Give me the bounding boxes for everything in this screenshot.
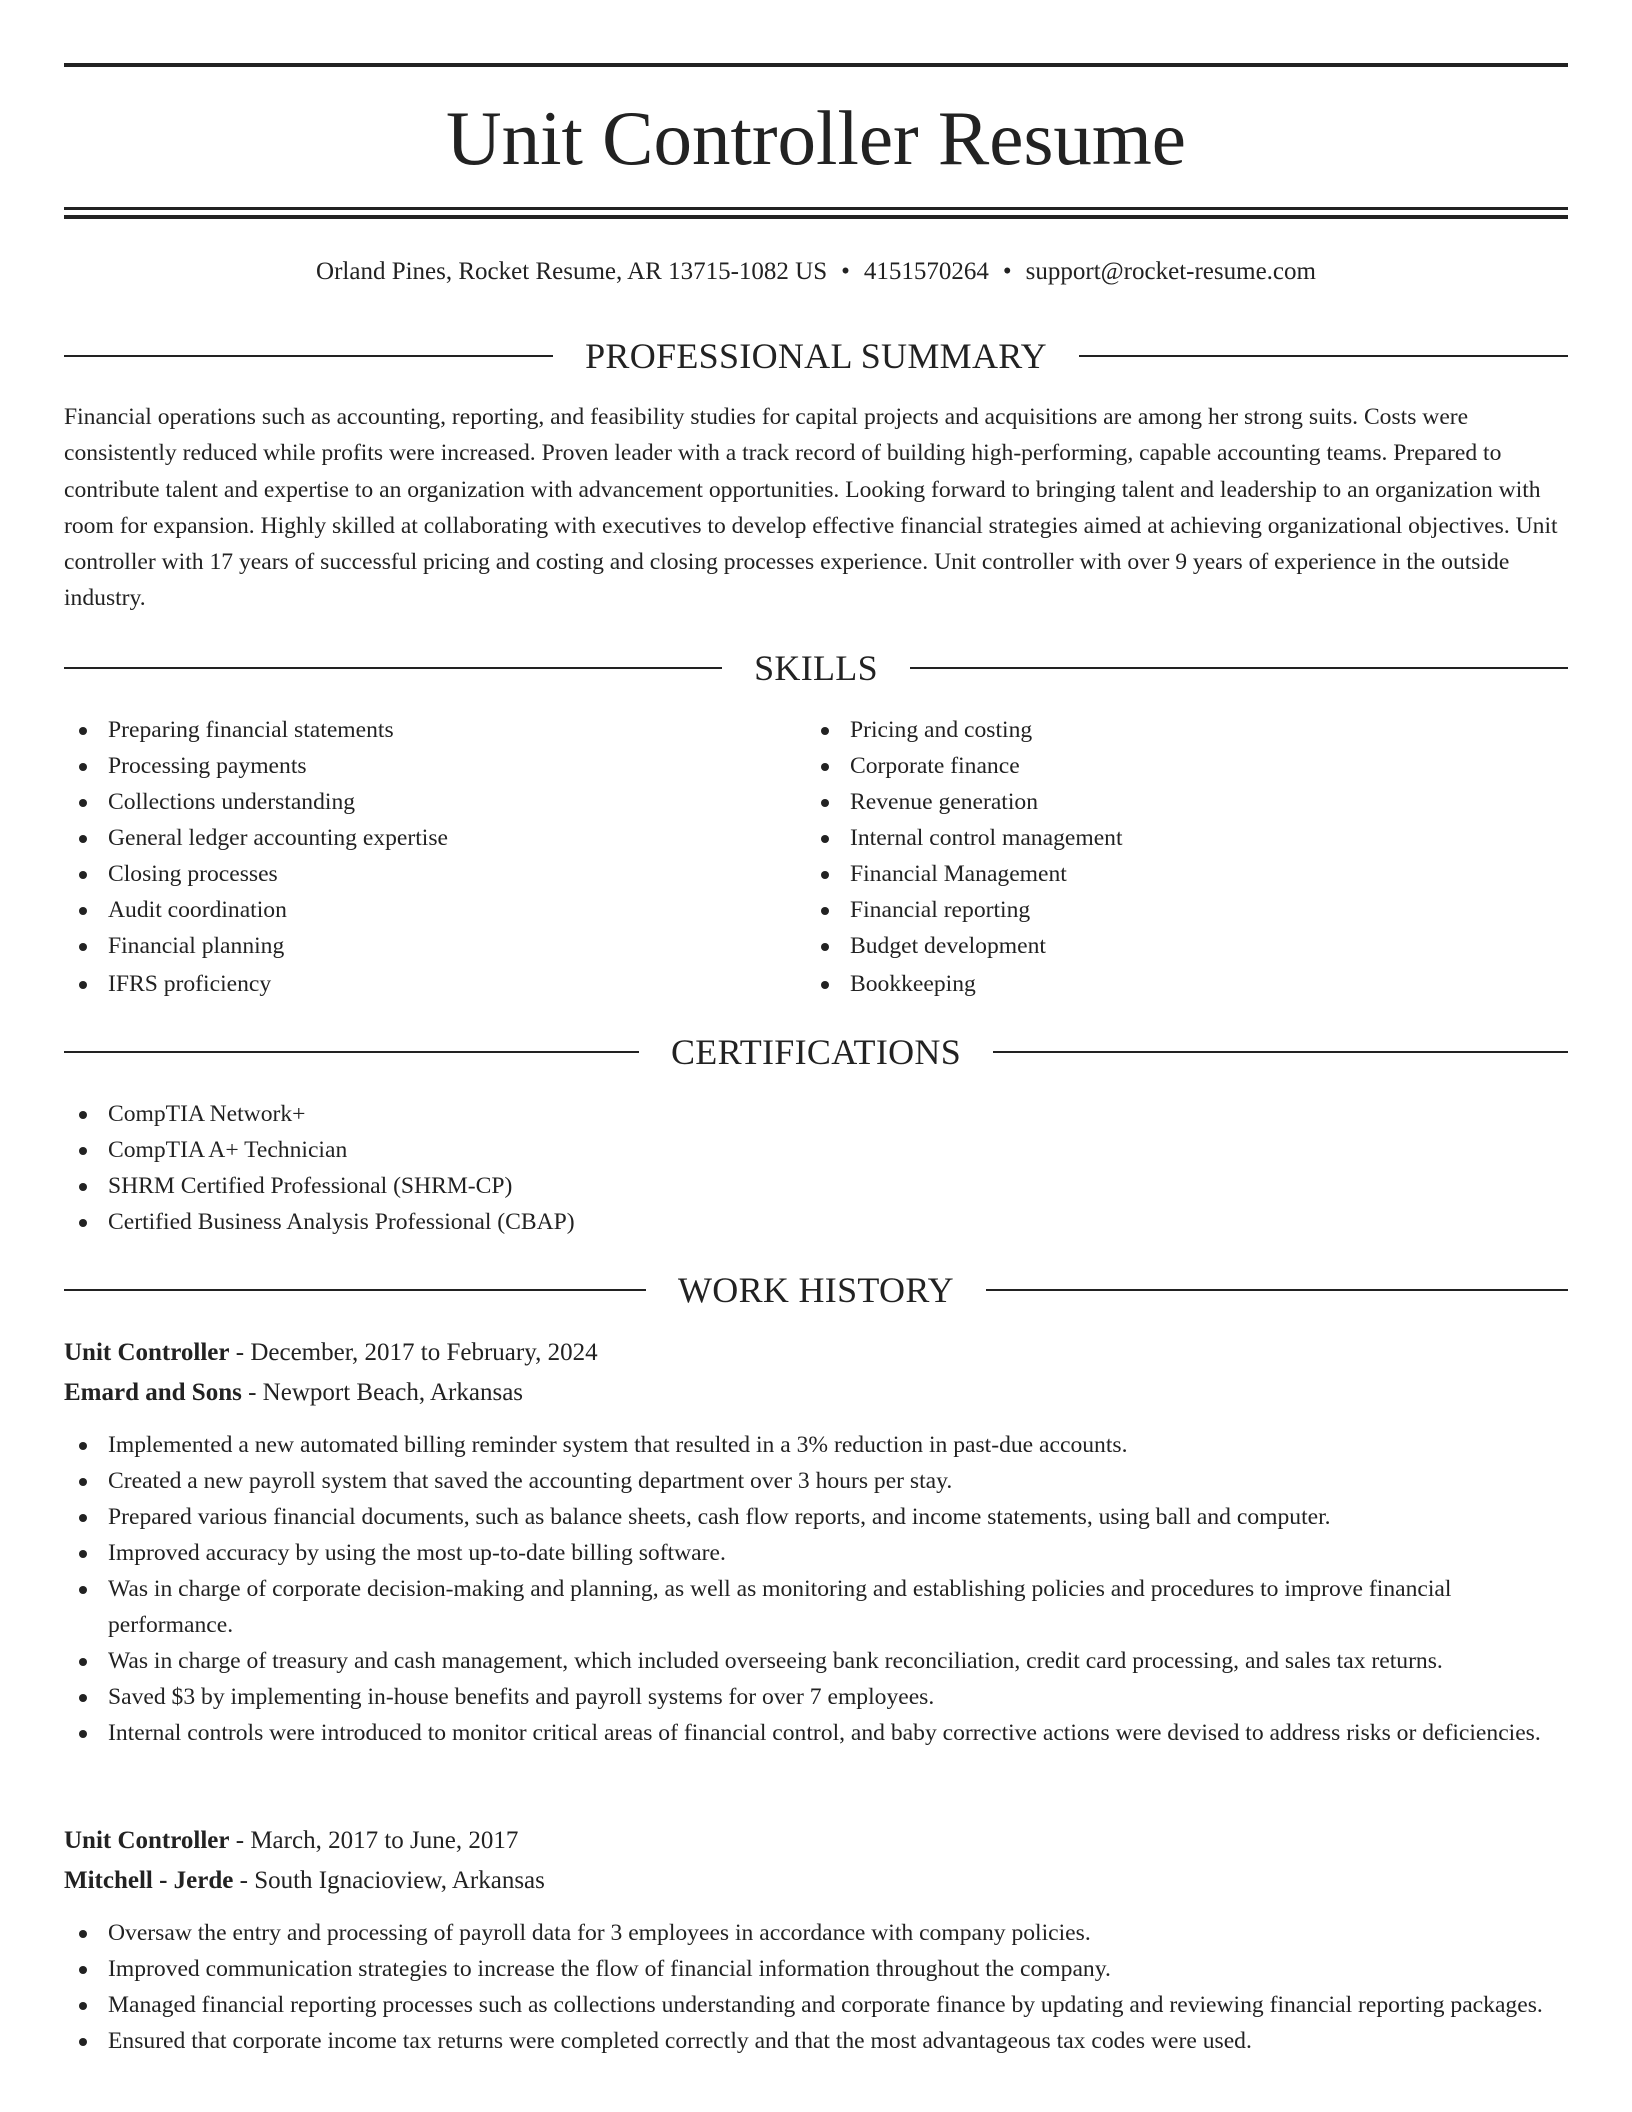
section-title: SKILLS [754, 648, 878, 688]
list-item: Financial reporting [806, 892, 1123, 928]
list-item: Ensured that corporate income tax returns were completed correctly and that the most advantageous tax codes were used. [64, 2023, 1568, 2059]
job-bullet-list [64, 1915, 1568, 2059]
title-rule-lower [64, 215, 1568, 219]
list-item: Internal control management [806, 820, 1123, 856]
skills-list-left [64, 712, 448, 1002]
list-item: Preparing financial statements [64, 712, 448, 748]
contact-separator: • [1002, 258, 1012, 285]
list-item: Was in charge of corporate decision-making and planning, as well as monitoring and establishing policies and procedures to improve financial performance. [64, 1571, 1568, 1643]
section-rule [910, 667, 1568, 669]
certifications-list [64, 1096, 575, 1240]
title-rule-upper [64, 207, 1568, 210]
list-item: Closing processes [64, 856, 448, 892]
section-rule [64, 1289, 646, 1291]
contact-address: Orland Pines, Rocket Resume, AR 13715-1082 US [316, 258, 828, 285]
list-item: Financial Management [806, 856, 1123, 892]
job-location: - Newport Beach, Arkansas [241, 1379, 524, 1406]
job-dates: - March, 2017 to June, 2017 [229, 1827, 519, 1854]
section-title: WORK HISTORY [678, 1270, 954, 1310]
list-item: Budget development [806, 928, 1123, 964]
job-dates: - December, 2017 to February, 2024 [229, 1339, 598, 1366]
list-item: Oversaw the entry and processing of payroll data for 3 employees in accordance with company policies. [64, 1915, 1568, 1951]
skills-list-right [806, 712, 1123, 1002]
section-rule [64, 1051, 639, 1053]
section-rule [993, 1051, 1568, 1053]
list-item: Improved accuracy by using the most up-to-date billing software. [64, 1535, 1568, 1571]
job-role-line [64, 1335, 1568, 1371]
list-item: General ledger accounting expertise [64, 820, 448, 856]
section-header-work-history [64, 1268, 1568, 1312]
list-item: Saved $3 by implementing in-house benefits and payroll systems for over 7 employees. [64, 1679, 1568, 1715]
list-item: Corporate finance [806, 748, 1123, 784]
section-header-certifications [64, 1030, 1568, 1074]
list-item: SHRM Certified Professional (SHRM-CP) [64, 1168, 575, 1204]
job-company: Mitchell - Jerde [64, 1867, 234, 1894]
list-item: IFRS proficiency [64, 966, 448, 1002]
contact-line [64, 254, 1568, 290]
list-item: Internal controls were introduced to monitor critical areas of financial control, and baby corrective actions were devised to address risks or deficiencies. [64, 1715, 1568, 1751]
summary-text: Financial operations such as accounting, reporting, and feasibility studies for capital projects and acquisitions are among her strong suits. Costs were consistently reduced while profits were increased. Proven leader with a track record of building high-performing, capable accounting teams. Prepared to contribute talent and expertise to an organization with advancement opportunities. Looking forward to bringing talent and leadership to an organization with room for expansion. Highly skilled at collaborating with executives to develop effective financial strategies aimed at achieving organizational objectives. Unit controller with 17 years of successful pricing and costing and closing processes experience. Unit controller with over 9 years of experience in the outside industry. [64, 404, 1558, 612]
list-item: Revenue generation [806, 784, 1123, 820]
list-item: Collections understanding [64, 784, 448, 820]
list-item: Bookkeeping [806, 966, 1123, 1002]
job-location: - South Ignacioview, Arkansas [233, 1867, 545, 1894]
section-rule [1079, 355, 1568, 357]
page-title: Unit Controller Resume [446, 95, 1186, 181]
job-company-line [64, 1375, 1568, 1411]
contact-separator: • [841, 258, 850, 285]
job-company: Emard and Sons [64, 1379, 242, 1406]
list-item: Pricing and costing [806, 712, 1123, 748]
job-company-line [64, 1863, 1568, 1899]
contact-email: support@rocket-resume.com [1025, 258, 1316, 285]
job-role: Unit Controller [64, 1339, 230, 1366]
list-item: Created a new payroll system that saved the accounting department over 3 hours per stay. [64, 1463, 1568, 1499]
list-item: Prepared various financial documents, such as balance sheets, cash flow reports, and income statements, using ball and computer. [64, 1499, 1568, 1535]
list-item: Certified Business Analysis Professional (CBAP) [64, 1204, 575, 1240]
list-item: Managed financial reporting processes such as collections understanding and corporate finance by updating and reviewing financial reporting packages. [64, 1987, 1568, 2023]
list-item: Audit coordination [64, 892, 448, 928]
list-item: CompTIA A+ Technician [64, 1132, 575, 1168]
section-header-skills [64, 646, 1568, 690]
section-title: CERTIFICATIONS [670, 1032, 962, 1072]
section-title: PROFESSIONAL SUMMARY [585, 336, 1047, 376]
section-rule [64, 667, 722, 669]
section-rule [64, 355, 553, 357]
list-item: Was in charge of treasury and cash management, which included overseeing bank reconciliation, credit card processing, and sales tax returns. [64, 1643, 1568, 1679]
job-role: Unit Controller [64, 1827, 230, 1854]
list-item: Implemented a new automated billing reminder system that resulted in a 3% reduction in past-due accounts. [64, 1427, 1568, 1463]
top-rule [64, 63, 1568, 67]
contact-phone: 4151570264 [863, 258, 989, 285]
list-item: Improved communication strategies to increase the flow of financial information throughout the company. [64, 1951, 1568, 1987]
list-item: Processing payments [64, 748, 448, 784]
job-role-line [64, 1823, 1568, 1859]
job-bullet-list [64, 1427, 1568, 1751]
section-header-summary [64, 334, 1568, 378]
list-item: Financial planning [64, 928, 448, 964]
list-item: CompTIA Network+ [64, 1096, 575, 1132]
section-rule [986, 1289, 1568, 1291]
